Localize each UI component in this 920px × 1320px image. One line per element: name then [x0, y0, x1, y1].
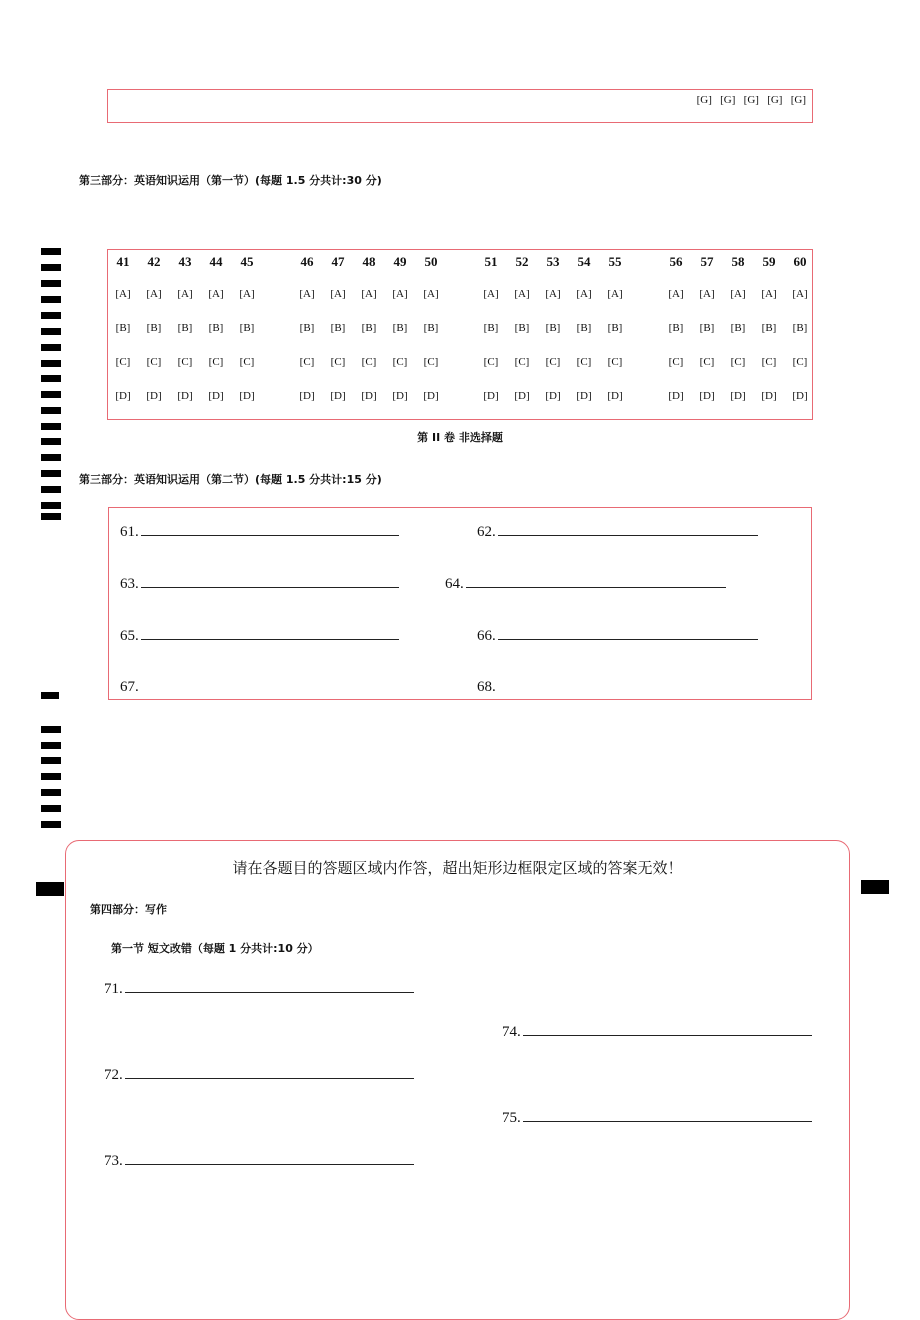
question-number: 52: [515, 254, 529, 269]
answer-line-73[interactable]: 73.: [104, 1153, 414, 1170]
answer-bubble[interactable]: [B]: [730, 322, 746, 334]
timing-mark: [41, 502, 61, 509]
timing-mark: [41, 773, 61, 780]
question-number: 41: [116, 254, 130, 269]
answer-bubble[interactable]: [C]: [208, 356, 224, 368]
answer-bubble[interactable]: [C]: [177, 356, 193, 368]
answer-bubble[interactable]: [D]: [514, 390, 530, 402]
question-number: 45: [240, 254, 254, 269]
answer-line-63[interactable]: 63.: [120, 576, 399, 593]
timing-mark: [41, 328, 61, 335]
answer-line-72[interactable]: 72.: [104, 1067, 414, 1084]
alignment-mark-right: [861, 880, 889, 894]
answer-bubble[interactable]: [D]: [392, 390, 408, 402]
answer-bubble[interactable]: [D]: [361, 390, 377, 402]
question-number: 54: [577, 254, 591, 269]
answer-bubble[interactable]: [C]: [699, 356, 715, 368]
answer-bubble[interactable]: [D]: [483, 390, 499, 402]
answer-bubble[interactable]: [C]: [299, 356, 315, 368]
answer-bubble[interactable]: [D]: [208, 390, 224, 402]
g-option[interactable]: [G]: [743, 94, 759, 106]
multiple-choice-grid: [107, 249, 813, 420]
answer-bubble[interactable]: [B]: [361, 322, 377, 334]
answer-bubble[interactable]: [A]: [730, 288, 746, 300]
answer-bubble[interactable]: [A]: [668, 288, 684, 300]
answer-bubble[interactable]: [B]: [483, 322, 499, 334]
answer-bubble[interactable]: [B]: [668, 322, 684, 334]
g-options-row: [697, 94, 806, 106]
answer-bubble[interactable]: [C]: [392, 356, 408, 368]
question-number: 47: [331, 254, 345, 269]
answer-bubble[interactable]: [B]: [423, 322, 439, 334]
answer-bubble[interactable]: [D]: [792, 390, 808, 402]
question-number: 49: [393, 254, 407, 269]
timing-mark: [41, 264, 61, 271]
answer-bubble[interactable]: [C]: [514, 356, 530, 368]
question-number: 50: [424, 254, 438, 269]
question-number: 44: [209, 254, 223, 269]
answer-bubble[interactable]: [C]: [423, 356, 439, 368]
question-number: 60: [793, 254, 807, 269]
answer-line-67[interactable]: 67.: [120, 679, 139, 695]
timing-mark: [41, 360, 61, 367]
timing-mark: [41, 513, 61, 520]
fill-in-box: [108, 507, 812, 700]
answer-bubble[interactable]: [D]: [545, 390, 561, 402]
timing-mark: [41, 391, 61, 398]
answer-bubble[interactable]: [A]: [483, 288, 499, 300]
answer-line-61[interactable]: 61.: [120, 524, 399, 541]
answer-bubble[interactable]: [A]: [761, 288, 777, 300]
question-number: 42: [147, 254, 161, 269]
answer-bubble[interactable]: [C]: [792, 356, 808, 368]
answer-line-71[interactable]: 71.: [104, 981, 414, 998]
timing-mark: [41, 821, 61, 828]
answer-bubble[interactable]: [A]: [146, 288, 162, 300]
answer-bubble[interactable]: [A]: [208, 288, 224, 300]
part3-section1-heading: 第三部分：英语知识运用（第一节）(每题 1.5 分共计:30 分): [79, 174, 382, 187]
answer-bubble[interactable]: [D]: [730, 390, 746, 402]
answer-area-notice: 请在各题目的答题区域内作答，超出矩形边框限定区域的答案无效！: [232, 861, 683, 877]
timing-mark: [41, 486, 61, 493]
question-number: 51: [484, 254, 498, 269]
answer-bubble[interactable]: [A]: [699, 288, 715, 300]
answer-bubble[interactable]: [A]: [607, 288, 623, 300]
answer-bubble[interactable]: [A]: [239, 288, 255, 300]
answer-bubble[interactable]: [C]: [239, 356, 255, 368]
top-answer-box: [107, 89, 813, 123]
answer-line-64[interactable]: 64.: [445, 576, 726, 593]
timing-mark: [41, 726, 61, 733]
answer-bubble[interactable]: [A]: [423, 288, 439, 300]
answer-bubble[interactable]: [B]: [761, 322, 777, 334]
part4-section1-heading: 第一节 短文改错（每题 1 分共计:10 分）: [111, 942, 319, 955]
answer-line-66[interactable]: 66.: [477, 628, 758, 645]
answer-bubble[interactable]: [D]: [330, 390, 346, 402]
timing-mark: [41, 742, 61, 749]
answer-bubble[interactable]: [B]: [392, 322, 408, 334]
timing-mark: [41, 692, 59, 699]
answer-bubble[interactable]: [C]: [607, 356, 623, 368]
answer-bubble[interactable]: [B]: [792, 322, 808, 334]
timing-mark: [41, 454, 61, 461]
g-option[interactable]: [G]: [790, 94, 806, 106]
answer-bubble[interactable]: [B]: [299, 322, 315, 334]
answer-bubble[interactable]: [A]: [330, 288, 346, 300]
answer-bubble[interactable]: [C]: [330, 356, 346, 368]
answer-bubble[interactable]: [B]: [239, 322, 255, 334]
answer-bubble[interactable]: [C]: [761, 356, 777, 368]
answer-bubble[interactable]: [C]: [730, 356, 746, 368]
timing-mark: [41, 407, 61, 414]
part4-heading: 第四部分：写作: [90, 903, 167, 916]
answer-bubble[interactable]: [A]: [177, 288, 193, 300]
timing-mark: [41, 438, 61, 445]
answer-bubble[interactable]: [B]: [330, 322, 346, 334]
answer-bubble[interactable]: [A]: [792, 288, 808, 300]
answer-bubble[interactable]: [A]: [115, 288, 131, 300]
answer-bubble[interactable]: [D]: [699, 390, 715, 402]
answer-bubble[interactable]: [B]: [177, 322, 193, 334]
answer-bubble[interactable]: [A]: [576, 288, 592, 300]
timing-mark: [41, 789, 61, 796]
answer-bubble[interactable]: [B]: [545, 322, 561, 334]
answer-line-62[interactable]: 62.: [477, 524, 758, 541]
timing-mark: [41, 248, 61, 255]
answer-bubble[interactable]: [D]: [423, 390, 439, 402]
answer-bubble[interactable]: [D]: [668, 390, 684, 402]
g-option[interactable]: [G]: [720, 94, 736, 106]
answer-bubble[interactable]: [B]: [607, 322, 623, 334]
timing-mark: [41, 805, 61, 812]
answer-line-65[interactable]: 65.: [120, 628, 399, 645]
answer-bubble[interactable]: [D]: [146, 390, 162, 402]
g-option[interactable]: [G]: [696, 94, 712, 106]
timing-mark: [41, 375, 61, 382]
answer-bubble[interactable]: [C]: [146, 356, 162, 368]
answer-bubble[interactable]: [C]: [361, 356, 377, 368]
answer-bubble[interactable]: [B]: [576, 322, 592, 334]
answer-bubble[interactable]: [C]: [576, 356, 592, 368]
answer-bubble[interactable]: [D]: [239, 390, 255, 402]
volume2-title: 第 II 卷 非选择题: [417, 431, 503, 444]
answer-bubble[interactable]: [D]: [576, 390, 592, 402]
answer-bubble[interactable]: [B]: [146, 322, 162, 334]
question-number: 55: [608, 254, 622, 269]
answer-line-68[interactable]: 68.: [477, 679, 496, 695]
question-number: 43: [178, 254, 192, 269]
answer-bubble[interactable]: [A]: [545, 288, 561, 300]
timing-mark: [41, 757, 61, 764]
answer-bubble[interactable]: [A]: [392, 288, 408, 300]
question-number: 57: [700, 254, 714, 269]
question-number: 56: [669, 254, 683, 269]
answer-bubble[interactable]: [B]: [514, 322, 530, 334]
answer-bubble[interactable]: [A]: [514, 288, 530, 300]
timing-mark: [41, 470, 61, 477]
timing-mark: [41, 344, 61, 351]
answer-line-75[interactable]: 75.: [502, 1110, 812, 1127]
question-number: 46: [300, 254, 314, 269]
timing-mark: [41, 296, 61, 303]
answer-bubble[interactable]: [D]: [177, 390, 193, 402]
question-number: 53: [546, 254, 560, 269]
question-number: 48: [362, 254, 376, 269]
timing-mark: [41, 280, 61, 287]
answer-bubble[interactable]: [B]: [208, 322, 224, 334]
answer-bubble[interactable]: [C]: [545, 356, 561, 368]
answer-bubble[interactable]: [D]: [607, 390, 623, 402]
timing-mark: [41, 423, 61, 430]
answer-bubble[interactable]: [C]: [115, 356, 131, 368]
part3-section2-heading: 第三部分：英语知识运用（第二节）(每题 1.5 分共计:15 分): [79, 473, 382, 486]
answer-bubble[interactable]: [B]: [699, 322, 715, 334]
timing-mark: [41, 312, 61, 319]
alignment-mark-left: [36, 882, 64, 896]
g-option[interactable]: [G]: [767, 94, 783, 106]
answer-bubble[interactable]: [B]: [115, 322, 131, 334]
answer-bubble[interactable]: [A]: [361, 288, 377, 300]
answer-line-74[interactable]: 74.: [502, 1024, 812, 1041]
answer-bubble[interactable]: [C]: [483, 356, 499, 368]
answer-bubble[interactable]: [A]: [299, 288, 315, 300]
answer-bubble[interactable]: [C]: [668, 356, 684, 368]
answer-bubble[interactable]: [D]: [299, 390, 315, 402]
question-number: 59: [762, 254, 776, 269]
question-number: 58: [731, 254, 745, 269]
answer-bubble[interactable]: [D]: [761, 390, 777, 402]
answer-bubble[interactable]: [D]: [115, 390, 131, 402]
